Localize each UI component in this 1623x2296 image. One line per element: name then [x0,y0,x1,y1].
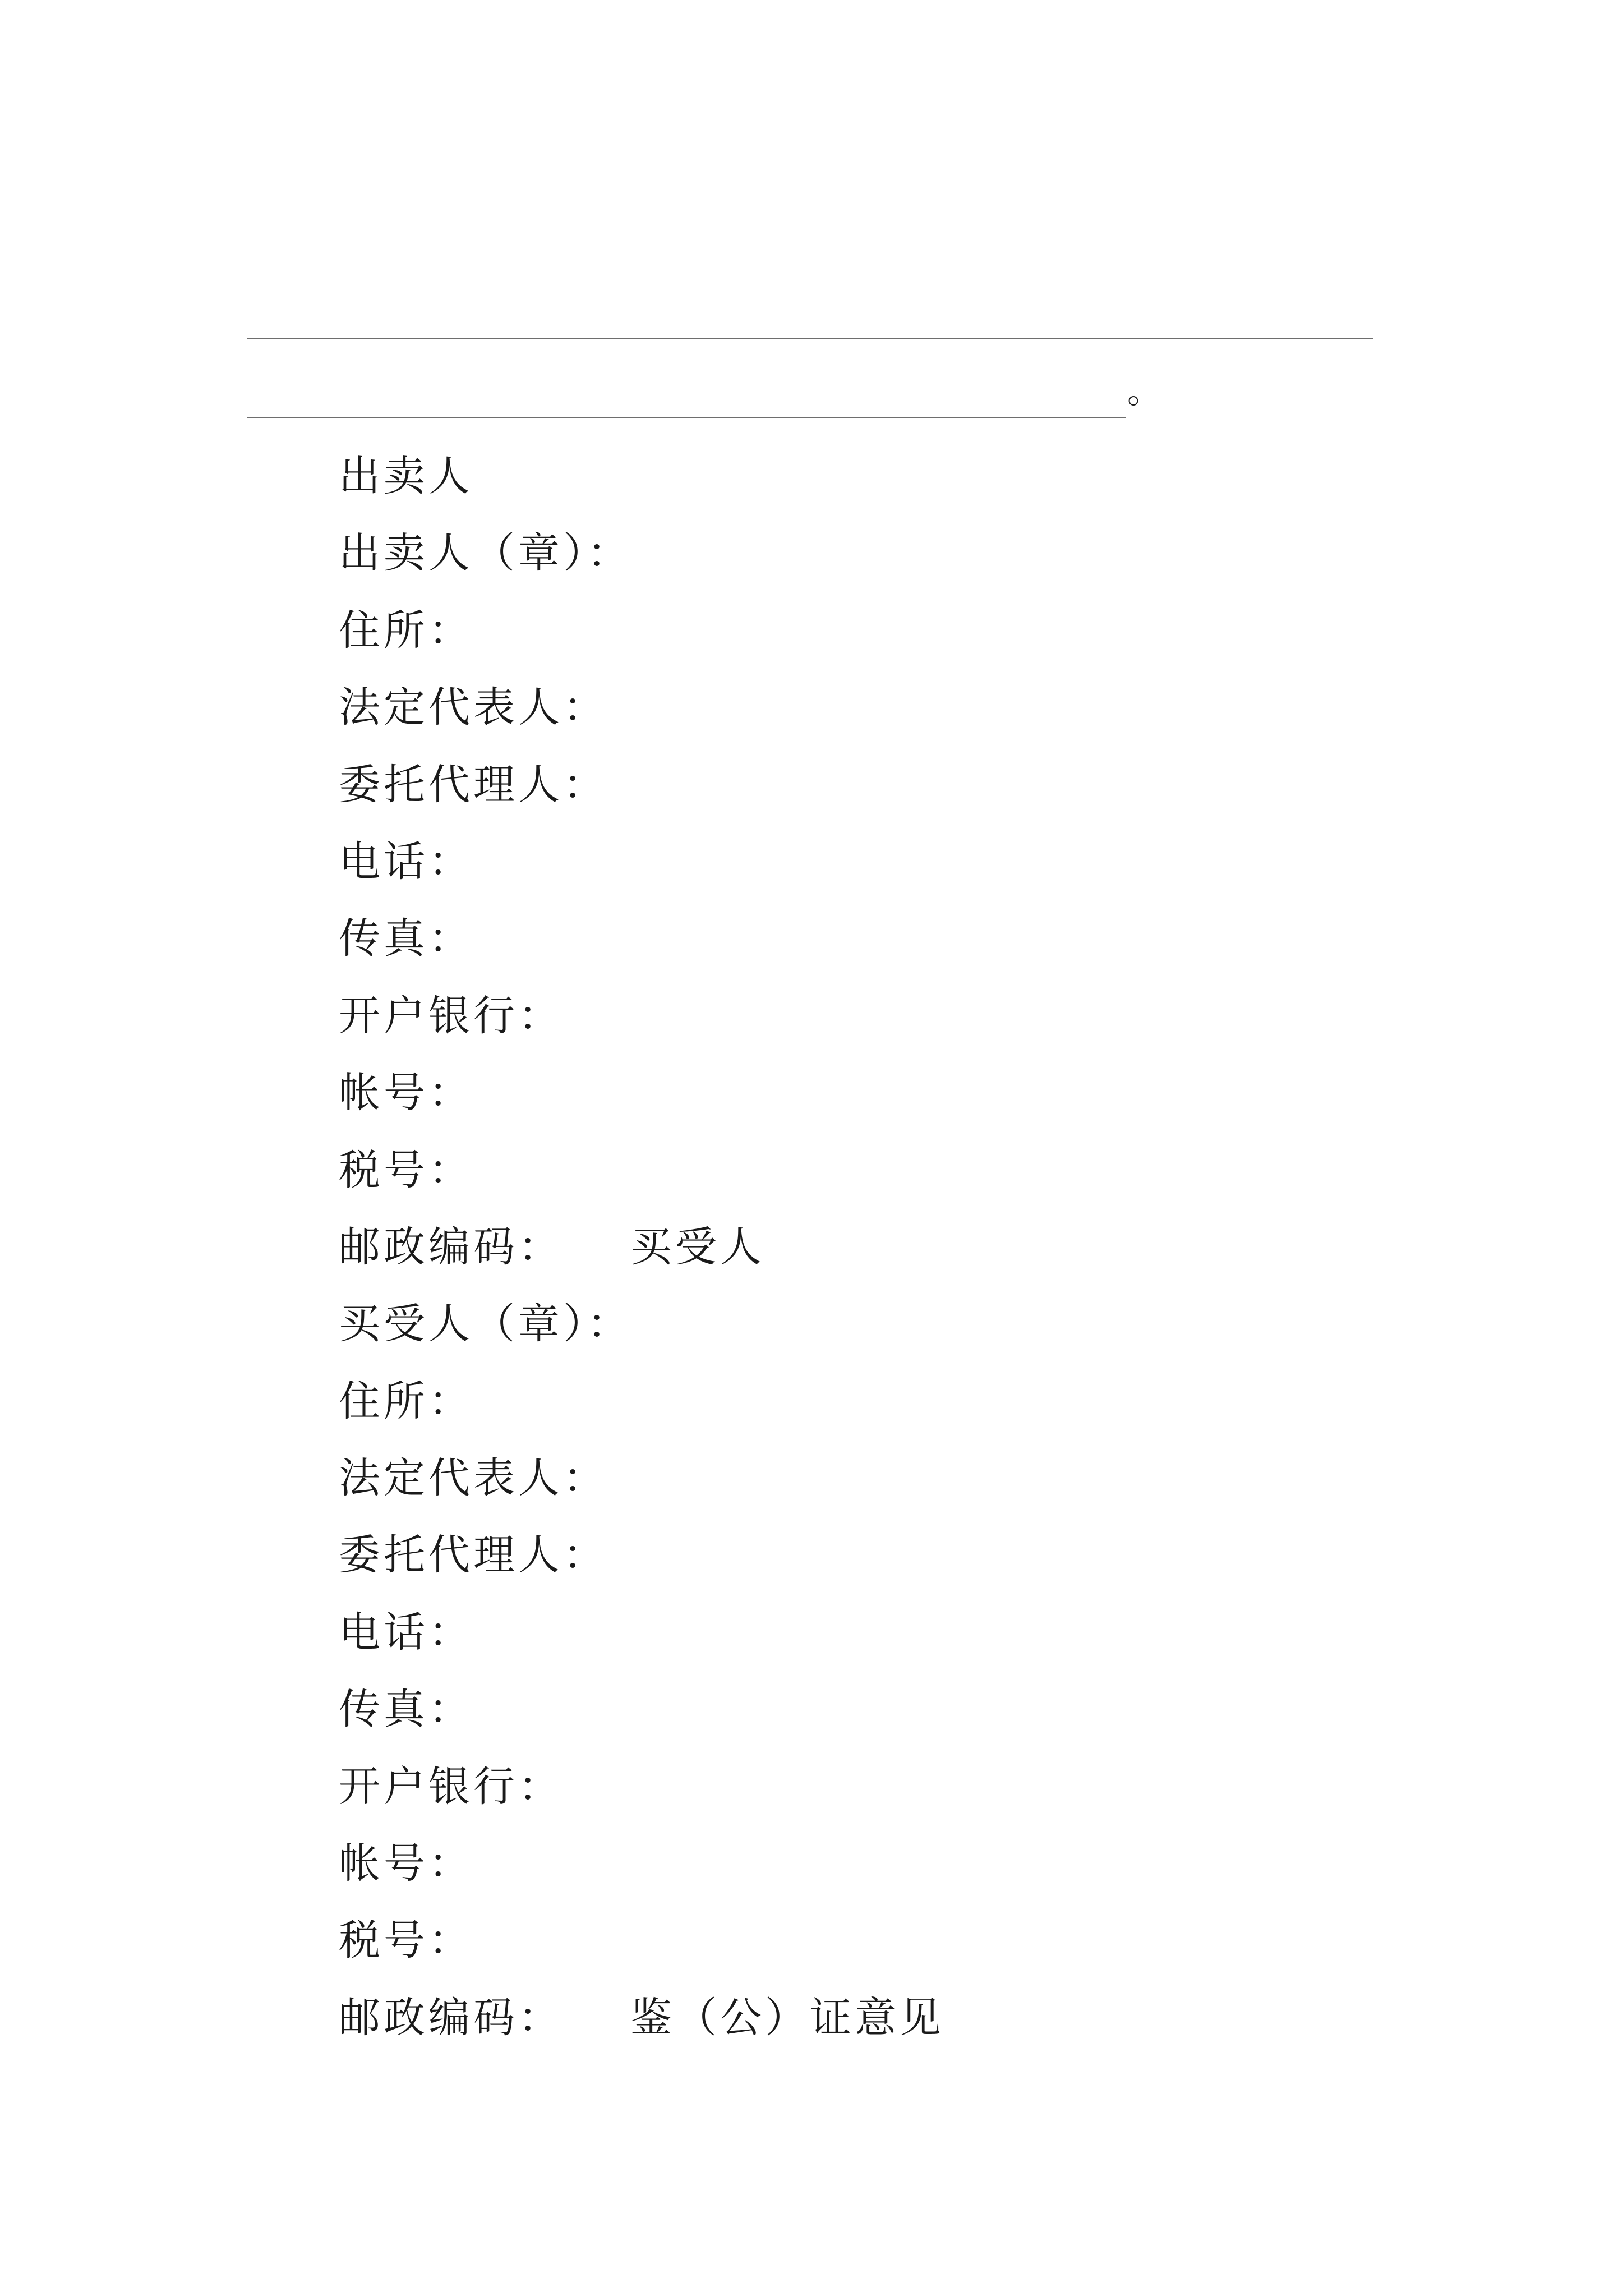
seller-account-label: 帐号： [339,1069,473,1117]
buyer-fax-label: 传真： [339,1685,473,1734]
seller-tax-label: 税号： [339,1145,473,1194]
seller-phone-label: 电话： [339,837,473,886]
seller-heading: 出卖人 [339,452,473,500]
buyer-heading: 买受人 [630,1222,765,1271]
buyer-tax-label: 税号： [339,1916,473,1965]
signature-block [339,452,1573,2070]
buyer-agent-label: 委托代理人： [339,1531,608,1580]
seller-fax-label: 传真： [339,914,473,963]
seller-legal-rep-label: 法定代表人： [339,683,608,732]
seller-bank-label: 开户银行： [339,991,563,1040]
seller-address-label: 住所： [339,606,473,655]
buyer-address-label: 住所： [339,1377,473,1425]
full-stop: 。 [1127,372,1161,411]
buyer-legal-rep-label: 法定代表人： [339,1454,608,1503]
buyer-account-label: 帐号： [339,1839,473,1888]
notary-heading: 鉴（公）证意见 [630,1993,944,2042]
buyer-postcode-label: 邮政编码： [339,1993,563,2042]
seller-postcode-row [339,1222,1573,1299]
seller-postcode-label: 邮政编码： [339,1222,563,1271]
seller-agent-label: 委托代理人： [339,760,608,809]
buyer-postcode-row [339,1993,1573,2070]
buyer-seal-label: 买受人（章）： [339,1300,632,1349]
blank-fill-line-1 [247,338,1373,339]
buyer-bank-label: 开户银行： [339,1762,563,1811]
blank-fill-line-2 [247,417,1126,418]
seller-seal-label: 出卖人（章）： [339,529,632,578]
buyer-phone-label: 电话： [339,1608,473,1657]
